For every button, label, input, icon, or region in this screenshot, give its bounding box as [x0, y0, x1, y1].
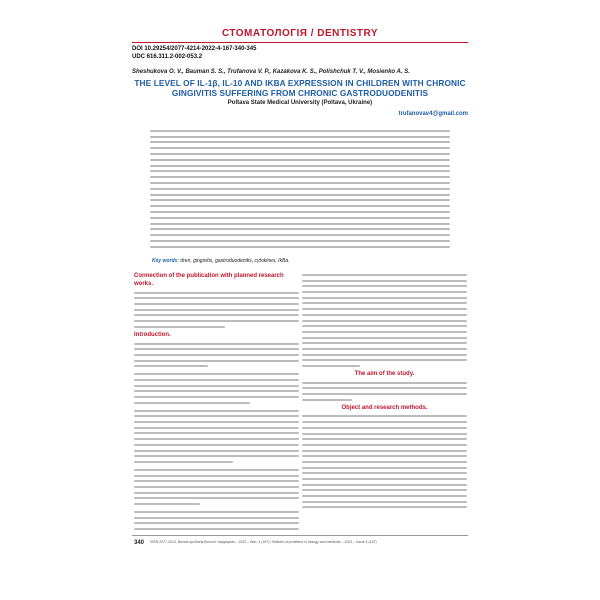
body-column-left	[134, 272, 299, 530]
affiliation: Poltava State Medical University (Poltava, Ukraine)	[227, 100, 373, 106]
page-number: 340	[134, 540, 145, 546]
authors: Sheshukova O. V., Bauman S. S., Trufanova V. P., Kazakova K. S., Polishchuk T. V., Mosienko A. S.	[132, 69, 410, 75]
keywords	[152, 258, 290, 264]
udc: UDC 616.311.2-002-053.2	[132, 54, 203, 60]
author-email[interactable]: trufanovav4@gmail.com	[398, 111, 468, 117]
header-rule	[132, 42, 468, 43]
article-title: THE LEVEL OF IL-1β, IL-10 AND IKBA EXPRESSION IN CHILDREN WITH CHRONIC GINGIVITIS SUFFERING FROM CHRONIC GASTRODUODENITIS	[134, 78, 466, 98]
keywords-text: dren, gingivitis, gastroduodenitis, cytokines, IkBa.	[180, 258, 290, 264]
section-heading-methods: Object and research methods.	[341, 404, 428, 411]
section-heading-aim: The aim of the study.	[354, 371, 415, 377]
journal-section-header: СТОМАТОЛОГІЯ / DENTISTRY	[221, 28, 379, 39]
section-heading-introduction: Introduction.	[134, 331, 171, 338]
abstract	[150, 126, 450, 252]
doi: DOI 10.29254/2077-4214-2022-4-167-340-345	[132, 46, 257, 52]
footer-rule	[132, 535, 468, 536]
footer-citation: ISSN 2077-4214. Вісник проблем біології і медицини – 2022 – Вип. 4 (167) / Bulletin of problems in biology and medicine – 2022 – Issue 4 (167)	[150, 540, 377, 544]
body-column-right	[302, 272, 467, 530]
section-heading-connection: Connection of the publication with planned research works.	[134, 273, 284, 287]
keywords-label: Key words:	[152, 258, 179, 264]
